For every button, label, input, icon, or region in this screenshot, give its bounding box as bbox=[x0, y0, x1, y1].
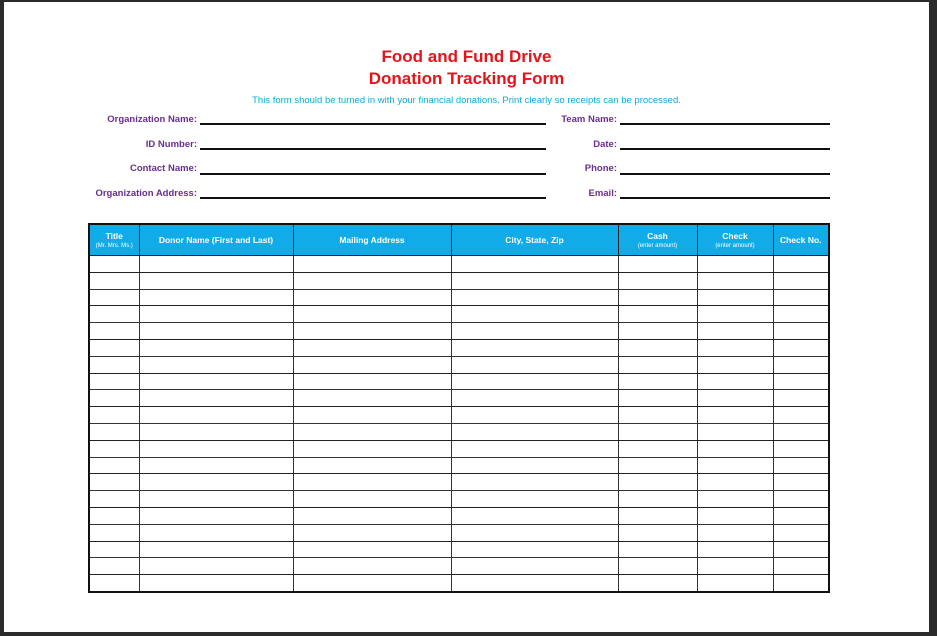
cash-cell[interactable] bbox=[618, 575, 697, 592]
check-cell[interactable] bbox=[697, 390, 773, 407]
city-state-zip-cell[interactable] bbox=[451, 323, 618, 340]
city-state-zip-cell[interactable] bbox=[451, 356, 618, 373]
mailing-address-cell[interactable] bbox=[293, 440, 451, 457]
table-row bbox=[89, 440, 829, 457]
form-page bbox=[4, 2, 929, 632]
donor-name-cell[interactable] bbox=[139, 407, 293, 424]
check-cell[interactable] bbox=[697, 558, 773, 575]
title-cell[interactable] bbox=[89, 407, 139, 424]
email-label-wrap bbox=[544, 188, 617, 204]
check-no-cell[interactable] bbox=[773, 323, 829, 340]
donor-name-cell[interactable] bbox=[139, 507, 293, 524]
city-state-zip-cell[interactable] bbox=[451, 524, 618, 541]
donor-name-cell[interactable] bbox=[139, 575, 293, 592]
check-no-cell[interactable] bbox=[773, 524, 829, 541]
table-row bbox=[89, 306, 829, 323]
date-field[interactable] bbox=[620, 148, 830, 150]
check-cell[interactable] bbox=[697, 423, 773, 440]
mailing-address-cell[interactable] bbox=[293, 272, 451, 289]
table-row bbox=[89, 289, 829, 306]
mailing-address-cell[interactable] bbox=[293, 323, 451, 340]
table-row bbox=[89, 323, 829, 340]
date-label-wrap bbox=[544, 139, 617, 155]
table-row bbox=[89, 507, 829, 524]
donor-name-cell[interactable] bbox=[139, 256, 293, 273]
check-cell[interactable] bbox=[697, 440, 773, 457]
cash-cell[interactable] bbox=[618, 323, 697, 340]
check-no-cell[interactable] bbox=[773, 289, 829, 306]
title-cell[interactable] bbox=[89, 558, 139, 575]
check-cell[interactable] bbox=[697, 457, 773, 474]
city-state-zip-cell[interactable] bbox=[451, 306, 618, 323]
donor-name-cell[interactable] bbox=[139, 356, 293, 373]
title-cell[interactable] bbox=[89, 541, 139, 558]
column-header-check: Check (enter amount) bbox=[697, 224, 773, 256]
city-state-zip-cell[interactable] bbox=[451, 373, 618, 390]
check-no-cell[interactable] bbox=[773, 457, 829, 474]
check-cell[interactable] bbox=[697, 339, 773, 356]
city-state-zip-cell[interactable] bbox=[451, 491, 618, 508]
mailing-address-cell[interactable] bbox=[293, 306, 451, 323]
donor-name-cell[interactable] bbox=[139, 289, 293, 306]
city-state-zip-cell[interactable] bbox=[451, 474, 618, 491]
check-cell[interactable] bbox=[697, 323, 773, 340]
title-cell[interactable] bbox=[89, 256, 139, 273]
cash-cell[interactable] bbox=[618, 541, 697, 558]
cash-cell[interactable] bbox=[618, 474, 697, 491]
form-title: Food and Fund Drive bbox=[381, 47, 552, 66]
check-no-cell[interactable] bbox=[773, 356, 829, 373]
city-state-zip-cell[interactable] bbox=[451, 423, 618, 440]
table-row bbox=[89, 407, 829, 424]
title-cell[interactable] bbox=[89, 491, 139, 508]
table-row bbox=[89, 474, 829, 491]
mailing-address-cell[interactable] bbox=[293, 289, 451, 306]
cash-cell[interactable] bbox=[618, 507, 697, 524]
mailing-address-cell[interactable] bbox=[293, 541, 451, 558]
cash-cell[interactable] bbox=[618, 373, 697, 390]
phone-label-wrap bbox=[544, 163, 617, 179]
check-cell[interactable] bbox=[697, 575, 773, 592]
mailing-address-cell[interactable] bbox=[293, 373, 451, 390]
id-number-label-wrap bbox=[4, 139, 197, 155]
city-state-zip-cell[interactable] bbox=[451, 440, 618, 457]
donor-name-cell[interactable] bbox=[139, 373, 293, 390]
table-row bbox=[89, 457, 829, 474]
mailing-address-cell[interactable] bbox=[293, 339, 451, 356]
table-row bbox=[89, 423, 829, 440]
mailing-address-cell[interactable] bbox=[293, 558, 451, 575]
cash-cell[interactable] bbox=[618, 356, 697, 373]
mailing-address-cell[interactable] bbox=[293, 507, 451, 524]
cash-cell[interactable] bbox=[618, 339, 697, 356]
mailing-address-cell[interactable] bbox=[293, 256, 451, 273]
table-header-row bbox=[89, 224, 829, 256]
check-cell[interactable] bbox=[697, 524, 773, 541]
check-no-cell[interactable] bbox=[773, 390, 829, 407]
table-row bbox=[89, 575, 829, 592]
check-no-cell[interactable] bbox=[773, 306, 829, 323]
cash-cell[interactable] bbox=[618, 440, 697, 457]
check-cell[interactable] bbox=[697, 407, 773, 424]
column-header-title: Title (Mr. Mrs. Ms.) bbox=[89, 224, 139, 256]
city-state-zip-cell[interactable] bbox=[451, 272, 618, 289]
donation-table bbox=[88, 223, 830, 593]
check-cell[interactable] bbox=[697, 356, 773, 373]
check-cell[interactable] bbox=[697, 474, 773, 491]
title-cell[interactable] bbox=[89, 373, 139, 390]
mailing-address-cell[interactable] bbox=[293, 524, 451, 541]
title-cell[interactable] bbox=[89, 457, 139, 474]
donor-name-cell[interactable] bbox=[139, 339, 293, 356]
title-cell[interactable] bbox=[89, 306, 139, 323]
check-no-cell[interactable] bbox=[773, 575, 829, 592]
contact-name-label: Contact Name: bbox=[129, 163, 197, 174]
team-name-label-wrap bbox=[544, 114, 617, 130]
cash-cell[interactable] bbox=[618, 423, 697, 440]
check-no-cell[interactable] bbox=[773, 491, 829, 508]
table-row bbox=[89, 373, 829, 390]
city-state-zip-cell[interactable] bbox=[451, 457, 618, 474]
city-state-zip-cell[interactable] bbox=[451, 390, 618, 407]
check-cell[interactable] bbox=[697, 541, 773, 558]
table-row bbox=[89, 390, 829, 407]
check-cell[interactable] bbox=[697, 306, 773, 323]
check-no-cell[interactable] bbox=[773, 507, 829, 524]
check-no-cell[interactable] bbox=[773, 558, 829, 575]
column-header-cash: Cash (enter amount) bbox=[618, 224, 697, 256]
organization-address-label: Organization Address: bbox=[95, 188, 197, 199]
title-cell[interactable] bbox=[89, 440, 139, 457]
phone-field[interactable] bbox=[620, 173, 830, 175]
table-row bbox=[89, 256, 829, 273]
check-cell[interactable] bbox=[697, 256, 773, 273]
id-number-field[interactable] bbox=[200, 148, 546, 150]
mailing-address-cell[interactable] bbox=[293, 390, 451, 407]
table-row bbox=[89, 272, 829, 289]
title-cell[interactable] bbox=[89, 272, 139, 289]
title-cell[interactable] bbox=[89, 323, 139, 340]
cash-cell[interactable] bbox=[618, 272, 697, 289]
check-no-cell[interactable] bbox=[773, 423, 829, 440]
city-state-zip-cell[interactable] bbox=[451, 289, 618, 306]
title-cell[interactable] bbox=[89, 356, 139, 373]
column-header-mailing-address: Mailing Address bbox=[293, 224, 451, 256]
check-cell[interactable] bbox=[697, 289, 773, 306]
title-cell[interactable] bbox=[89, 289, 139, 306]
donor-name-cell[interactable] bbox=[139, 323, 293, 340]
cash-cell[interactable] bbox=[618, 289, 697, 306]
title-cell[interactable] bbox=[89, 524, 139, 541]
mailing-address-cell[interactable] bbox=[293, 356, 451, 373]
donor-name-cell[interactable] bbox=[139, 440, 293, 457]
check-no-cell[interactable] bbox=[773, 339, 829, 356]
title-cell[interactable] bbox=[89, 575, 139, 592]
check-no-cell[interactable] bbox=[773, 407, 829, 424]
table-body bbox=[89, 256, 829, 592]
city-state-zip-cell[interactable] bbox=[451, 558, 618, 575]
title-cell[interactable] bbox=[89, 507, 139, 524]
table-row bbox=[89, 524, 829, 541]
title-cell[interactable] bbox=[89, 423, 139, 440]
city-state-zip-cell[interactable] bbox=[451, 339, 618, 356]
cash-cell[interactable] bbox=[618, 558, 697, 575]
donor-name-cell[interactable] bbox=[139, 491, 293, 508]
title-cell[interactable] bbox=[89, 474, 139, 491]
donor-name-cell[interactable] bbox=[139, 474, 293, 491]
organization-name-field[interactable] bbox=[200, 123, 546, 125]
organization-address-field[interactable] bbox=[200, 197, 546, 199]
team-name-label: Team Name: bbox=[561, 114, 617, 125]
city-state-zip-cell[interactable] bbox=[451, 407, 618, 424]
cash-cell[interactable] bbox=[618, 306, 697, 323]
column-header-donor-name: Donor Name (First and Last) bbox=[139, 224, 293, 256]
mailing-address-cell[interactable] bbox=[293, 474, 451, 491]
cash-cell[interactable] bbox=[618, 524, 697, 541]
check-no-cell[interactable] bbox=[773, 541, 829, 558]
id-number-label: ID Number: bbox=[145, 139, 197, 150]
donor-name-cell[interactable] bbox=[139, 558, 293, 575]
donor-name-cell[interactable] bbox=[139, 457, 293, 474]
city-state-zip-cell[interactable] bbox=[451, 256, 618, 273]
email-field[interactable] bbox=[620, 197, 830, 199]
donor-name-cell[interactable] bbox=[139, 306, 293, 323]
cash-cell[interactable] bbox=[618, 457, 697, 474]
mailing-address-cell[interactable] bbox=[293, 491, 451, 508]
donor-name-cell[interactable] bbox=[139, 390, 293, 407]
email-label: Email: bbox=[588, 188, 617, 199]
mailing-address-cell[interactable] bbox=[293, 423, 451, 440]
form-subtitle-title: Donation Tracking Form bbox=[368, 69, 565, 88]
team-name-field[interactable] bbox=[620, 123, 830, 125]
column-header-check-no: Check No. bbox=[773, 224, 829, 256]
donor-name-cell[interactable] bbox=[139, 541, 293, 558]
table-row bbox=[89, 558, 829, 575]
check-cell[interactable] bbox=[697, 491, 773, 508]
cash-cell[interactable] bbox=[618, 256, 697, 273]
mailing-address-cell[interactable] bbox=[293, 575, 451, 592]
phone-label: Phone: bbox=[584, 163, 617, 174]
organization-name-label: Organization Name: bbox=[107, 114, 197, 125]
organization-address-label-wrap bbox=[4, 188, 197, 204]
donor-name-cell[interactable] bbox=[139, 524, 293, 541]
donor-name-cell[interactable] bbox=[139, 272, 293, 289]
check-no-cell[interactable] bbox=[773, 474, 829, 491]
title-cell[interactable] bbox=[89, 339, 139, 356]
organization-name-label-wrap bbox=[4, 114, 197, 130]
title-cell[interactable] bbox=[89, 390, 139, 407]
mailing-address-cell[interactable] bbox=[293, 407, 451, 424]
check-no-cell[interactable] bbox=[773, 440, 829, 457]
table-row bbox=[89, 491, 829, 508]
table-row bbox=[89, 356, 829, 373]
check-no-cell[interactable] bbox=[773, 256, 829, 273]
city-state-zip-cell[interactable] bbox=[451, 575, 618, 592]
cash-cell[interactable] bbox=[618, 491, 697, 508]
contact-name-field[interactable] bbox=[200, 173, 546, 175]
column-header-city-state-zip: City, State, Zip bbox=[451, 224, 618, 256]
contact-name-label-wrap bbox=[4, 163, 197, 179]
mailing-address-cell[interactable] bbox=[293, 457, 451, 474]
date-label: Date: bbox=[593, 139, 617, 150]
cash-cell[interactable] bbox=[618, 390, 697, 407]
city-state-zip-cell[interactable] bbox=[451, 507, 618, 524]
table-row bbox=[89, 339, 829, 356]
check-no-cell[interactable] bbox=[773, 373, 829, 390]
check-cell[interactable] bbox=[697, 272, 773, 289]
donor-name-cell[interactable] bbox=[139, 423, 293, 440]
cash-cell[interactable] bbox=[618, 407, 697, 424]
check-cell[interactable] bbox=[697, 373, 773, 390]
form-instructions: This form should be turned in with your financial donations. Print clearly so receipts can be processed. bbox=[252, 95, 681, 106]
table-row bbox=[89, 541, 829, 558]
check-no-cell[interactable] bbox=[773, 272, 829, 289]
city-state-zip-cell[interactable] bbox=[451, 541, 618, 558]
check-cell[interactable] bbox=[697, 507, 773, 524]
